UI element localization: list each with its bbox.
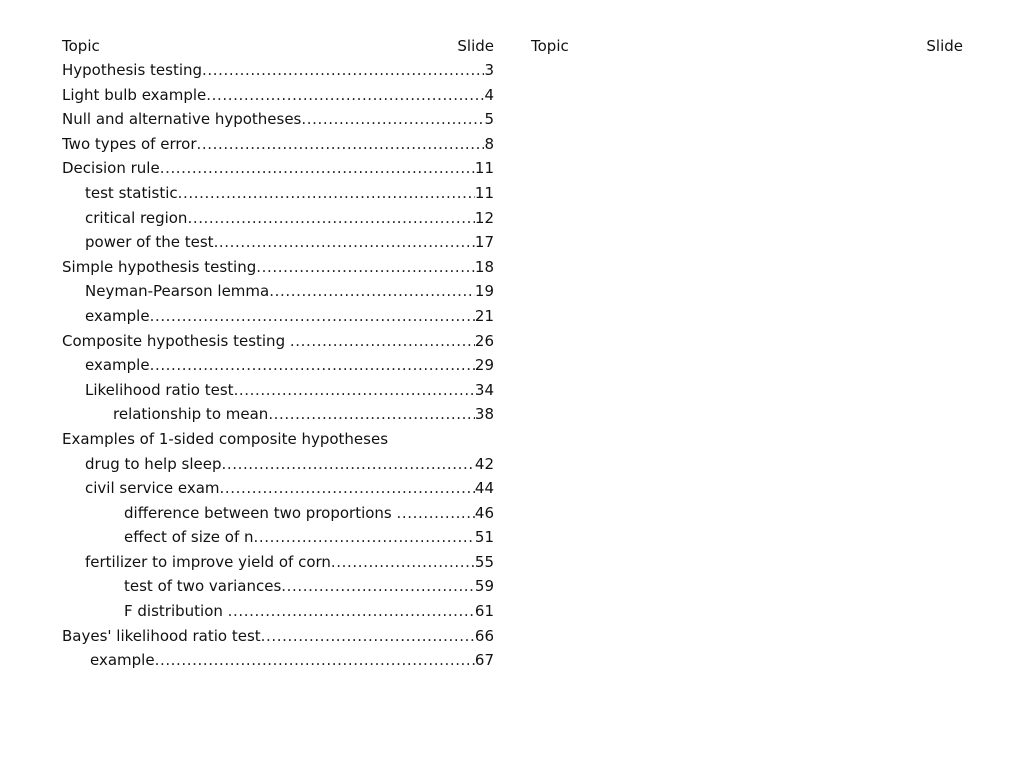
toc-entry-slide: 51: [474, 528, 494, 547]
toc-leader-dots: [150, 353, 475, 378]
toc-entry-topic: Simple hypothesis testing: [62, 257, 257, 276]
toc-entry-slide: 19: [474, 282, 494, 301]
slide-header: Slide: [926, 37, 963, 55]
toc-leader-dots: [150, 304, 475, 329]
toc-leader-dots: [269, 279, 475, 304]
toc-entry-topic: effect of size of n: [124, 528, 254, 547]
toc-entry-topic: Light bulb example: [62, 85, 207, 104]
toc-entry-topic: Likelihood ratio test: [85, 380, 234, 399]
toc-entry-topic: civil service exam: [85, 479, 220, 498]
toc-leader-dots: [331, 550, 475, 575]
toc-entry-slide: 12: [474, 208, 494, 227]
slide-header: Slide: [457, 37, 494, 55]
toc-entry-slide: 5: [484, 110, 494, 129]
toc-leader-dots: [214, 230, 475, 255]
toc-entry-slide: 59: [474, 577, 494, 596]
toc-entry: [62, 132, 494, 157]
toc-entry: [62, 501, 494, 526]
toc-entry-topic: Hypothesis testing: [62, 61, 203, 79]
toc-entry-topic: Composite hypothesis testing: [62, 331, 290, 350]
toc-leader-dots: [281, 574, 475, 599]
toc-entry: [62, 574, 494, 599]
toc-entry-topic: F distribution: [124, 602, 228, 621]
toc-entry: [62, 402, 494, 427]
toc-entry: [62, 353, 494, 378]
toc-leader-dots: [268, 402, 475, 427]
toc-entry-slide: 17: [474, 233, 494, 252]
toc-entry-topic: Decision rule: [62, 159, 160, 178]
toc-entry: [62, 107, 494, 132]
toc-entry-slide: 29: [474, 356, 494, 375]
toc-leader-dots: [234, 378, 475, 403]
toc-entry-topic: example: [90, 651, 155, 670]
toc-entry-slide: 46: [474, 503, 494, 522]
toc-entry-topic: difference between two proportions: [124, 503, 397, 522]
toc-leader-dots: [206, 83, 484, 108]
toc-entry-topic: Examples of 1-sided composite hypotheses: [62, 429, 389, 448]
toc-entry-topic: power of the test: [85, 233, 214, 252]
toc-list: [62, 58, 494, 673]
toc-entry: [62, 550, 494, 575]
toc-entry: [62, 181, 494, 206]
toc-entry-slide: 66: [474, 626, 494, 645]
toc-entry: [62, 255, 494, 280]
toc-entry-slide: 38: [474, 405, 494, 424]
toc-entry-topic: Two types of error: [62, 134, 197, 153]
toc-leader-dots: [301, 107, 484, 132]
toc-entry-slide: 67: [474, 651, 494, 670]
toc-entry: [62, 156, 494, 181]
toc-entry: [62, 476, 494, 501]
toc-entry: [62, 279, 494, 304]
toc-entry-slide: 34: [474, 380, 494, 399]
toc-entry-slide: 42: [474, 454, 494, 473]
toc-leader-dots: [256, 255, 475, 280]
toc-entry-slide: 44: [474, 479, 494, 498]
toc-entry-topic: critical region: [85, 208, 188, 227]
toc-entry-slide: 18: [474, 257, 494, 276]
toc-entry-topic: drug to help sleep: [85, 454, 222, 473]
toc-header-left: [62, 34, 494, 58]
toc-entry-slide: 55: [474, 552, 494, 571]
toc-entry: [62, 304, 494, 329]
toc-entry-topic: Neyman-Pearson lemma: [85, 282, 270, 301]
toc-entry-topic: relationship to mean: [113, 405, 269, 424]
toc-leader-dots: [160, 156, 475, 181]
toc-entry-slide: 3: [484, 61, 494, 79]
topic-header: Topic: [62, 37, 100, 55]
toc-entry: [62, 599, 494, 624]
toc-leader-dots: [155, 648, 475, 673]
toc-entry: [62, 329, 494, 354]
toc-header-right: [531, 34, 963, 58]
toc-entry: [62, 624, 494, 649]
toc-entry-slide: 26: [474, 331, 494, 350]
toc-leader-dots: [220, 476, 475, 501]
toc-leader-dots: [178, 181, 475, 206]
toc-entry-topic: Null and alternative hypotheses: [62, 110, 302, 129]
toc-entry-slide: 8: [484, 134, 494, 153]
toc-leader-dots: [261, 624, 475, 649]
toc-entry: [62, 58, 494, 83]
toc-entry-topic: test of two variances: [124, 577, 282, 596]
toc-leader-dots: [197, 132, 485, 157]
toc-entry-topic: test statistic: [85, 183, 178, 202]
toc-entry-topic: example: [85, 356, 150, 375]
toc-leader-dots: [202, 58, 484, 83]
toc-entry: [62, 206, 494, 231]
toc-entry: [62, 83, 494, 108]
toc-leader-dots: [397, 501, 475, 526]
toc-entry: [62, 427, 494, 452]
toc-entry-topic: Bayes' likelihood ratio test: [62, 626, 261, 645]
toc-leader-dots: [228, 599, 475, 624]
toc-entry-slide: 61: [474, 602, 494, 621]
toc-column-right: [531, 34, 963, 58]
toc-entry: [62, 648, 494, 673]
toc-leader-dots: [221, 452, 474, 477]
toc-leader-dots: [290, 329, 475, 354]
topic-header: Topic: [531, 37, 569, 55]
toc-leader-dots: [254, 525, 475, 550]
toc-entry-topic: example: [85, 306, 150, 325]
toc-entry: [62, 378, 494, 403]
toc-column-left: [62, 34, 494, 673]
toc-entry-topic: fertilizer to improve yield of corn: [85, 552, 331, 571]
toc-entry: [62, 230, 494, 255]
toc-entry-slide: 4: [484, 85, 494, 104]
toc-entry-slide: 21: [474, 306, 494, 325]
toc-entry: [62, 525, 494, 550]
toc-entry: [62, 452, 494, 477]
toc-entry-slide: 11: [474, 159, 494, 178]
toc-entry-slide: 11: [474, 183, 494, 202]
toc-leader-dots: [187, 206, 474, 231]
